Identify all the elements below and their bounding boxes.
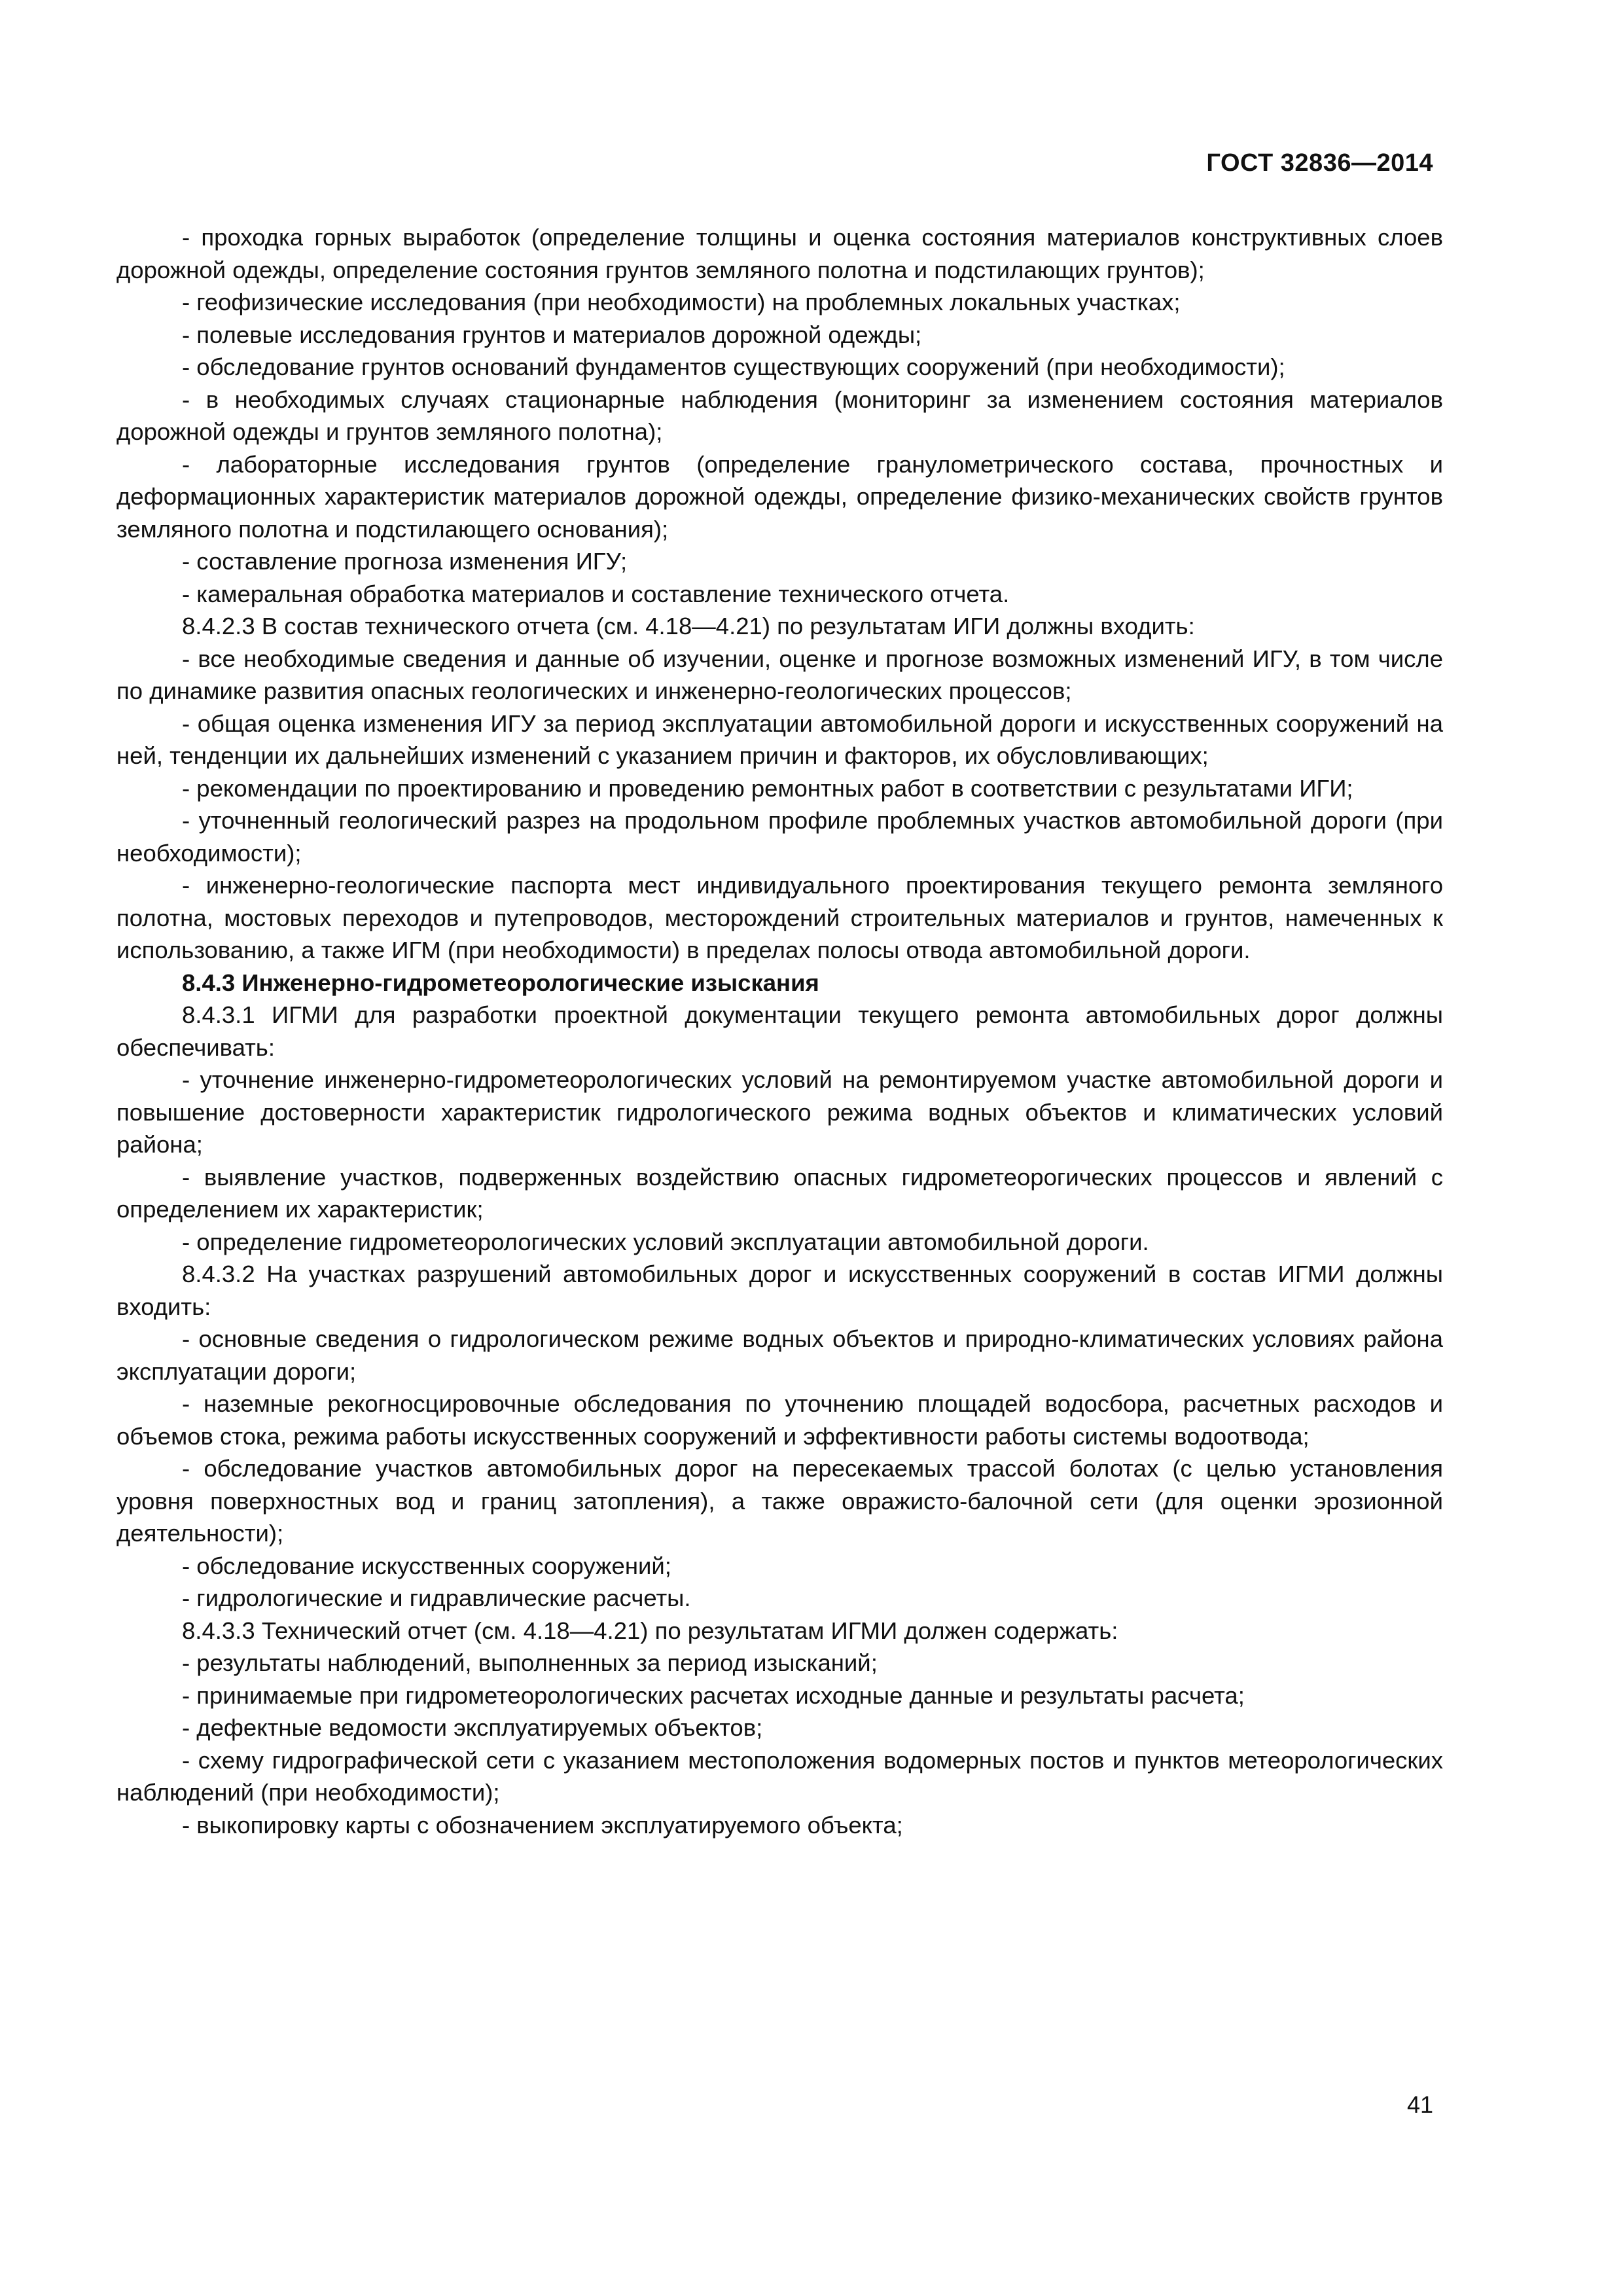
- list-item: - принимаемые при гидрометеорологических расчетах исходные данные и результаты расчета;: [182, 1681, 1245, 1709]
- list-item: - обследование грунтов оснований фундаментов существующих сооружений (при необходимости);: [182, 353, 1285, 380]
- standard-code-header: ГОСТ 32836—2014: [1206, 149, 1433, 177]
- list-item: - геофизические исследования (при необходимости) на проблемных локальных участках;: [182, 289, 1181, 315]
- clause-8-4-3-1: 8.4.3.1 ИГМИ для разработки проектной документации текущего ремонта автомобильных дорог должны обеспечивать:: [116, 1001, 1443, 1061]
- list-item: - гидрологические и гидравлические расчеты.: [182, 1585, 691, 1611]
- list-item: - выявление участков, подверженных воздействию опасных гидрометеорогических процессов и явлений с определением их характеристик;: [116, 1163, 1443, 1223]
- list-item: - все необходимые сведения и данные об изучении, оценке и прогнозе возможных изменений ИГУ, в том числе по динамике развития опасных геологических и инженерно-геологических процессов;: [116, 645, 1443, 704]
- list-item: - инженерно-геологические паспорта мест индивидуального проектирования текущего ремонта земляного полотна, мостовых переходов и путепроводов, месторождений строительных материалов и грунтов, намеченных к использованию, а также ИГМ (при необходимости) в пределах полосы отвода автомобильной дороги.: [116, 872, 1443, 963]
- list-item: - обследование участков автомобильных дорог на пересекаемых трассой болотах (с целью установления уровня поверхностных вод и границ затопления), а также овражисто-балочной сети (для оценки эрозионной деятельности);: [116, 1455, 1443, 1547]
- list-item: - выкопировку карты с обозначением эксплуатируемого объекта;: [182, 1811, 903, 1839]
- list-item: - проходка горных выработок (определение толщины и оценка состояния материалов конструктивных слоев дорожной одежды, определение состояния грунтов земляного полотна и подстилающих грунтов);: [116, 224, 1443, 283]
- list-item: - основные сведения о гидрологическом режиме водных объектов и природно-климатических условиях района эксплуатации дороги;: [116, 1325, 1443, 1385]
- list-item: - составление прогноза изменения ИГУ;: [182, 548, 628, 575]
- clause-8-4-3-3: 8.4.3.3 Технический отчет (см. 4.18—4.21) по результатам ИГМИ должен содержать:: [182, 1617, 1118, 1644]
- list-item: - результаты наблюдений, выполненных за период изысканий;: [182, 1649, 878, 1676]
- list-item: - рекомендации по проектированию и проведению ремонтных работ в соответствии с результатами ИГИ;: [182, 774, 1353, 802]
- list-item: - уточненный геологический разрез на продольном профиле проблемных участков автомобильной дороги (при необходимости);: [116, 807, 1443, 867]
- list-item: - дефектные ведомости эксплуатируемых объектов;: [182, 1714, 763, 1741]
- list-item: - в необходимых случаях стационарные наблюдения (мониторинг за изменением состояния материалов дорожной одежды и грунтов земляного полотна);: [116, 386, 1443, 445]
- list-item: - уточнение инженерно-гидрометеорологических условий на ремонтируемом участке автомобильной дороги и повышение достоверности характеристик гидрологического режима водных объектов и климатических условий района;: [116, 1066, 1443, 1158]
- page-number: 41: [1406, 2091, 1433, 2118]
- list-item: - полевые исследования грунтов и материалов дорожной одежды;: [182, 321, 922, 348]
- list-item: - камеральная обработка материалов и составление технического отчета.: [182, 580, 1010, 607]
- list-item: - общая оценка изменения ИГУ за период эксплуатации автомобильной дороги и искусственных сооружений на ней, тенденции их дальнейших изменений с указанием причин и факторов, их обусловливающих;: [116, 709, 1443, 769]
- list-item: - определение гидрометеорологических условий эксплуатации автомобильной дороги.: [182, 1228, 1149, 1255]
- page-body: [116, 221, 1443, 1841]
- list-item: - наземные рекогносцировочные обследования по уточнению площадей водосбора, расчетных расходов и объемов стока, режима работы искусственных сооружений и эффективности работы системы водоотвода;: [116, 1390, 1443, 1450]
- clause-8-4-2-3: 8.4.2.3 В состав технического отчета (см. 4.18—4.21) по результатам ИГИ должны входить:: [182, 613, 1195, 639]
- section-heading-8-4-3: 8.4.3 Инженерно-гидрометеорологические изыскания: [182, 969, 819, 996]
- clause-8-4-3-2: 8.4.3.2 На участках разрушений автомобильных дорог и искусственных сооружений в состав ИГМИ должны входить:: [116, 1261, 1443, 1320]
- list-item: - схему гидрографической сети с указанием местоположения водомерных постов и пунктов метеорологических наблюдений (при необходимости);: [116, 1746, 1443, 1806]
- list-item: - обследование искусственных сооружений;: [182, 1552, 671, 1579]
- list-item: - лабораторные исследования грунтов (определение гранулометрического состава, прочностных и деформационных характеристик материалов дорожной одежды, определение физико-механических свойств грунтов земляного полотна и подстилающего основания);: [116, 450, 1443, 543]
